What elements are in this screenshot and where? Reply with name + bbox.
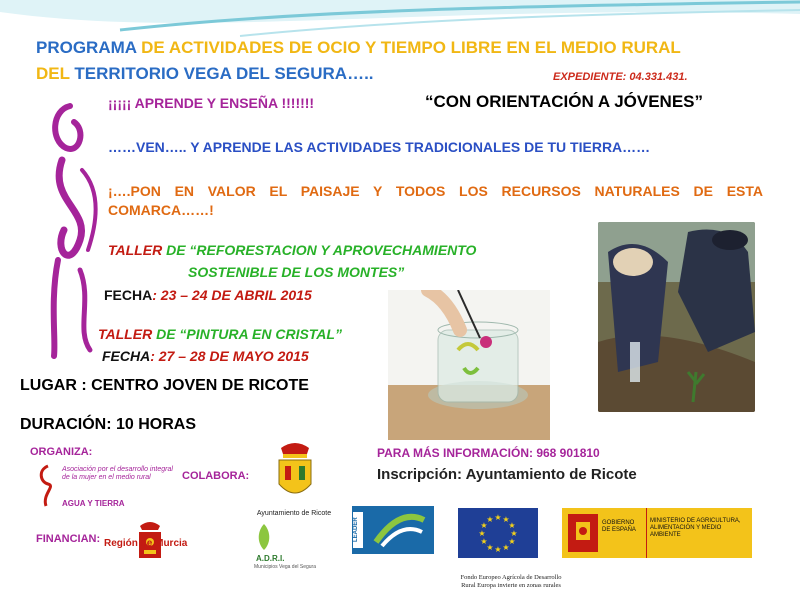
ricote-coat-of-arms-icon: [275, 440, 315, 506]
gobierno-espana-ministerio-logo: GOBIERNO DE ESPAÑA MINISTERIO DE AGRICULTURA, ALIMENTACIÓN Y MEDIO AMBIENTE: [562, 508, 752, 558]
inscription-info: Inscripción: Ayuntamiento de Ricote: [377, 466, 637, 483]
fondo-europeo-caption: Fondo Europeo Agrícola de Desarrollo Rural Europa invierte en zonas rurales: [460, 574, 562, 589]
reforestation-photo: [598, 222, 755, 412]
ayuntamiento-ricote-logo: Ayuntamiento de Ricote: [249, 440, 339, 522]
workshop-glass-painting-date: FECHA: 27 – 28 DE MAYO 2015: [102, 348, 309, 364]
more-info-phone: PARA MÁS INFORMACIÓN: 968 901810: [377, 446, 600, 460]
svg-text:★: ★: [486, 543, 494, 552]
svg-text:★: ★: [494, 545, 502, 554]
program-title-line2: DEL TERRITORIO VEGA DEL SEGURA…..: [36, 64, 374, 83]
svg-text:★: ★: [478, 529, 486, 538]
asociacion-agua-tierra-logo: Asociación por el desarrollo integral de la mujer en el medio rural AGUA Y TIERRA: [36, 462, 176, 512]
workshop-reforestation-date: FECHA: 23 – 24 DE ABRIL 2015: [104, 287, 312, 303]
colabora-label: COLABORA:: [182, 470, 250, 482]
spain-coat-of-arms-icon: [568, 514, 598, 552]
svg-text:★: ★: [510, 529, 518, 538]
ven-aprende-slogan: ……VEN….. Y APRENDE LAS ACTIVIDADES TRADICIONALES DE TU TIERRA……: [108, 139, 651, 155]
organiza-label: ORGANIZA:: [30, 446, 93, 458]
orientacion-jovenes-heading: “CON ORIENTACIÓN A JÓVENES”: [425, 92, 704, 111]
eu-stars-icon: [458, 508, 538, 558]
svg-text:★: ★: [480, 521, 488, 530]
glass-painting-photo: [388, 290, 550, 440]
asociacion-figure-icon: [36, 464, 58, 508]
event-location: LUGAR : CENTRO JOVEN DE RICOTE: [20, 377, 309, 394]
aprende-ensena-slogan: ¡¡¡¡¡ APRENDE Y ENSEÑA !!!!!!!: [108, 95, 315, 111]
program-title-line1: PROGRAMA DE ACTIVIDADES DE OCIO Y TIEMPO LIBRE EN EL MEDIO RURAL: [36, 38, 681, 57]
leader-leaf-icon: [372, 512, 428, 548]
purple-figure-illustration: [40, 100, 106, 362]
region-murcia-logo: Región de Murcia: [104, 520, 214, 572]
workshop-reforestation-title: TALLER DE “REFORESTACION Y APROVECHAMIENTO: [108, 242, 477, 258]
svg-text:★: ★: [480, 537, 488, 546]
svg-text:★: ★: [502, 543, 510, 552]
svg-text:★: ★: [494, 513, 502, 522]
svg-text:★: ★: [486, 515, 494, 524]
svg-text:★: ★: [508, 521, 516, 530]
workshop-glass-painting-title: TALLER DE “PINTURA EN CRISTAL”: [98, 326, 342, 342]
adri-plant-icon: [252, 522, 276, 552]
svg-text:★: ★: [502, 515, 510, 524]
pon-en-valor-slogan-line2: COMARCA……!: [108, 202, 214, 218]
expediente-number: EXPEDIENTE: 04.331.431.: [553, 71, 688, 83]
financian-label: FINANCIAN:: [36, 533, 101, 545]
pon-en-valor-slogan: ¡….PON EN VALOR EL PAISAJE Y TODOS LOS RECURSOS NATURALES DE ESTA: [108, 183, 763, 199]
svg-text:★: ★: [508, 537, 516, 546]
eu-flag-logo: [458, 508, 538, 558]
workshop-reforestation-title-line2: SOSTENIBLE DE LOS MONTES”: [188, 264, 405, 280]
event-duration: DURACIÓN: 10 HORAS: [20, 416, 197, 433]
leader-logo: LEADER: [352, 506, 434, 554]
adri-logo: A.D.R.I. Municipios Vega del Segura: [246, 522, 328, 572]
